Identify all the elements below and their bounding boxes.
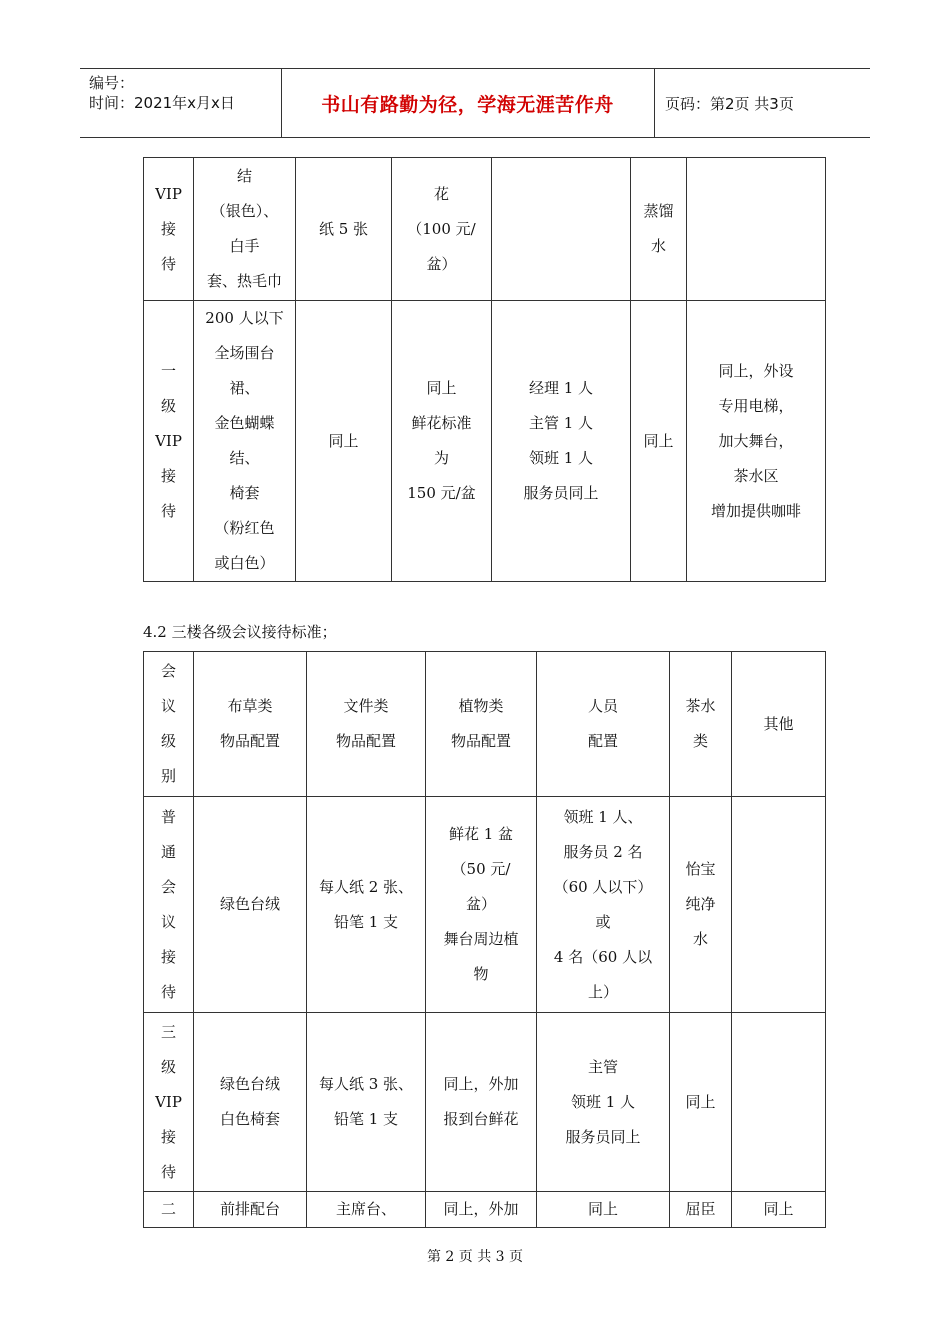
table-row <box>144 1192 826 1228</box>
table-row <box>144 158 826 301</box>
table2-body <box>144 797 826 1228</box>
cell-line: 接 <box>160 1127 176 1146</box>
cell-line: 服务员 2 名 <box>563 842 643 861</box>
cell-line: 议 <box>160 697 176 715</box>
table2-header <box>144 652 826 797</box>
cell-line: 会 <box>160 662 176 680</box>
cell-fabric <box>194 301 296 582</box>
cell-line: 布草类 <box>227 697 273 715</box>
cell-files <box>307 652 426 797</box>
cell-line: 舞台周边植 <box>443 930 519 948</box>
cell-line: 主席台、 <box>335 1200 396 1218</box>
cell-line: 盆） <box>426 254 457 273</box>
cell-line: 上） <box>587 982 618 1001</box>
cell-line: 同上，外设 <box>718 361 794 380</box>
cell-line: 4 名（60 人以 <box>553 947 653 966</box>
cell-plants <box>426 1192 537 1228</box>
cell-line: 纯净 <box>685 895 716 913</box>
cell-line: 通 <box>160 842 176 861</box>
cell-line: VIP <box>155 1092 182 1111</box>
cell-line: 盆） <box>465 895 496 913</box>
cell-fabric <box>194 1013 307 1192</box>
cell-line: 普 <box>160 807 176 826</box>
cell-line: 经理 1 人 <box>528 379 594 397</box>
document-date: 时间：2021年x月x日 <box>89 94 235 112</box>
cell-line: 椅套 <box>229 484 260 502</box>
cell-line: 水 <box>692 930 708 948</box>
cell-line: 配置 <box>587 732 618 750</box>
cell-line: 150 元/盆 <box>407 484 476 502</box>
cell-line: 专用电梯， <box>718 396 794 415</box>
table-row <box>144 797 826 1013</box>
cell-line: 鲜花 1 盆 <box>448 825 514 843</box>
cell-tea <box>670 797 732 1013</box>
cell-line: 加大舞台， <box>718 431 794 450</box>
cell-line: 同上，外加 <box>443 1200 519 1218</box>
cell-line: 屈臣 <box>685 1200 716 1218</box>
cell-plants <box>426 1013 537 1192</box>
table-row <box>144 1013 826 1192</box>
cell-line: 文件类 <box>343 697 389 715</box>
cell-line: 为 <box>433 449 449 467</box>
cell-level <box>144 797 194 1013</box>
cell-level <box>144 1013 194 1192</box>
cell-line: 领班 1 人 <box>570 1092 636 1111</box>
cell-line: 待 <box>160 501 176 520</box>
cell-files <box>307 797 426 1013</box>
cell-line: 结 <box>236 167 252 185</box>
cell-line: 同上 <box>643 431 674 450</box>
cell-line: 200 人以下 <box>205 309 284 327</box>
cell-line: 二 <box>160 1200 176 1218</box>
cell-line: 一 <box>160 361 176 380</box>
cell-line: 白手 <box>229 237 260 255</box>
cell-staff <box>492 301 631 582</box>
cell-line: 会 <box>160 877 176 896</box>
cell-files <box>296 301 392 582</box>
cell-line: 铅笔 1 支 <box>333 1110 399 1128</box>
cell-level <box>144 1192 194 1228</box>
cell-line: 级 <box>160 396 176 415</box>
cell-line: 物品配置 <box>450 732 511 750</box>
cell-line: VIP <box>155 431 182 450</box>
cell-line: 绿色台绒 <box>219 895 280 913</box>
cell-line: 主管 1 人 <box>528 414 594 432</box>
cell-line: 物品配置 <box>219 732 280 750</box>
cell-fabric <box>194 158 296 301</box>
cell-line: 接 <box>160 947 176 966</box>
page-header <box>80 68 870 138</box>
cell-line: 白色椅套 <box>219 1110 280 1128</box>
cell-level <box>144 301 194 582</box>
cell-other <box>732 1013 826 1192</box>
table-header-row <box>144 652 826 797</box>
cell-line: 蒸馏 <box>643 202 674 220</box>
cell-line: 绿色台绒 <box>219 1075 280 1093</box>
cell-plants <box>426 797 537 1013</box>
document-number: 编号： <box>89 74 135 92</box>
cell-line: 物 <box>473 965 489 983</box>
cell-level <box>144 652 194 797</box>
header-divider <box>654 69 655 137</box>
cell-other <box>732 797 826 1013</box>
cell-line: （100 元/ <box>407 219 476 238</box>
cell-staff <box>537 652 670 797</box>
cell-line: 水 <box>650 237 666 255</box>
cell-line: 植物类 <box>458 697 504 715</box>
page-footer: 第 2 页 共 3 页 <box>426 1249 524 1265</box>
third-floor-meeting-standards-table <box>143 651 826 1228</box>
cell-line: 茶水 <box>685 697 716 715</box>
cell-tea <box>631 158 687 301</box>
header-info <box>89 73 235 113</box>
cell-files <box>296 158 392 301</box>
cell-staff <box>537 797 670 1013</box>
section-heading: 4.2 三楼各级会议接待标准； <box>143 623 337 641</box>
cell-line: 全场围台 <box>214 344 275 362</box>
cell-tea <box>631 301 687 582</box>
cell-line: 裙、 <box>229 379 260 397</box>
cell-line: 同上，外加 <box>443 1075 519 1093</box>
cell-line: 前排配台 <box>219 1200 280 1218</box>
cell-line: 领班 1 人 <box>528 449 594 467</box>
cell-line: 服务员同上 <box>523 484 599 502</box>
cell-line: 三 <box>160 1022 176 1041</box>
cell-line: 类 <box>692 732 708 750</box>
cell-line: 接 <box>160 219 176 238</box>
cell-level <box>144 158 194 301</box>
cell-line: （粉红色 <box>214 519 275 537</box>
cell-line: 领班 1 人、 <box>563 807 643 826</box>
cell-line: 人员 <box>587 697 618 715</box>
cell-line: 增加提供咖啡 <box>710 501 801 520</box>
cell-plants <box>392 158 492 301</box>
cell-plants <box>426 652 537 797</box>
cell-line: 级 <box>160 1057 176 1076</box>
cell-line: 同上 <box>763 1200 794 1218</box>
cell-line: 服务员同上 <box>565 1127 641 1146</box>
cell-files <box>307 1013 426 1192</box>
cell-line: 接 <box>160 466 176 485</box>
cell-other <box>687 301 826 582</box>
cell-line: 或白色） <box>214 554 275 572</box>
header-page-code: 页码：第2页 共3页 <box>665 95 794 113</box>
cell-line: 同上 <box>328 431 359 450</box>
cell-other <box>687 158 826 301</box>
cell-line: 其他 <box>763 714 794 733</box>
cell-line: 花 <box>433 184 449 203</box>
table-row <box>144 301 826 582</box>
cell-fabric <box>194 1192 307 1228</box>
cell-line: 同上 <box>587 1200 618 1218</box>
cell-fabric <box>194 652 307 797</box>
cell-other <box>732 1192 826 1228</box>
cell-line: 级 <box>160 732 176 750</box>
cell-line: 铅笔 1 支 <box>333 912 399 931</box>
cell-tea <box>670 1192 732 1228</box>
cell-line: 套、热毛巾 <box>206 272 282 290</box>
cell-line: （60 人以下） <box>553 877 653 896</box>
cell-fabric <box>194 797 307 1013</box>
cell-line: 每人纸 3 张、 <box>318 1075 414 1093</box>
cell-tea <box>670 1013 732 1192</box>
cell-line: （银色）、 <box>210 202 279 220</box>
cell-line: 同上 <box>685 1092 716 1111</box>
cell-staff <box>537 1192 670 1228</box>
vip-reception-table-continued <box>143 157 826 582</box>
cell-line: 茶水区 <box>733 466 779 485</box>
cell-line: 纸 5 张 <box>318 219 369 238</box>
cell-line: 报到台鲜花 <box>443 1110 519 1128</box>
cell-line: 同上 <box>426 379 457 397</box>
cell-line: 每人纸 2 张、 <box>318 877 414 896</box>
cell-staff <box>492 158 631 301</box>
cell-plants <box>392 301 492 582</box>
cell-tea <box>670 652 732 797</box>
cell-other <box>732 652 826 797</box>
cell-line: 待 <box>160 1162 176 1181</box>
cell-line: 议 <box>160 912 176 931</box>
cell-line: （50 元/ <box>451 860 511 878</box>
cell-line: 金色蝴蝶 <box>214 414 275 432</box>
cell-line: 物品配置 <box>335 732 396 750</box>
header-motto: 书山有路勤为径，学海无涯苦作舟 <box>321 93 614 116</box>
table1-body <box>144 158 826 582</box>
cell-files <box>307 1192 426 1228</box>
cell-line: 待 <box>160 254 176 273</box>
cell-line: 鲜花标准 <box>411 414 472 432</box>
cell-line: 结、 <box>229 449 260 467</box>
cell-line: 怡宝 <box>685 860 716 878</box>
cell-line: 主管 <box>587 1057 618 1076</box>
cell-line: 待 <box>160 982 176 1001</box>
cell-line: 别 <box>160 767 176 785</box>
cell-staff <box>537 1013 670 1192</box>
cell-line: VIP <box>155 184 182 203</box>
cell-line: 或 <box>595 912 611 931</box>
